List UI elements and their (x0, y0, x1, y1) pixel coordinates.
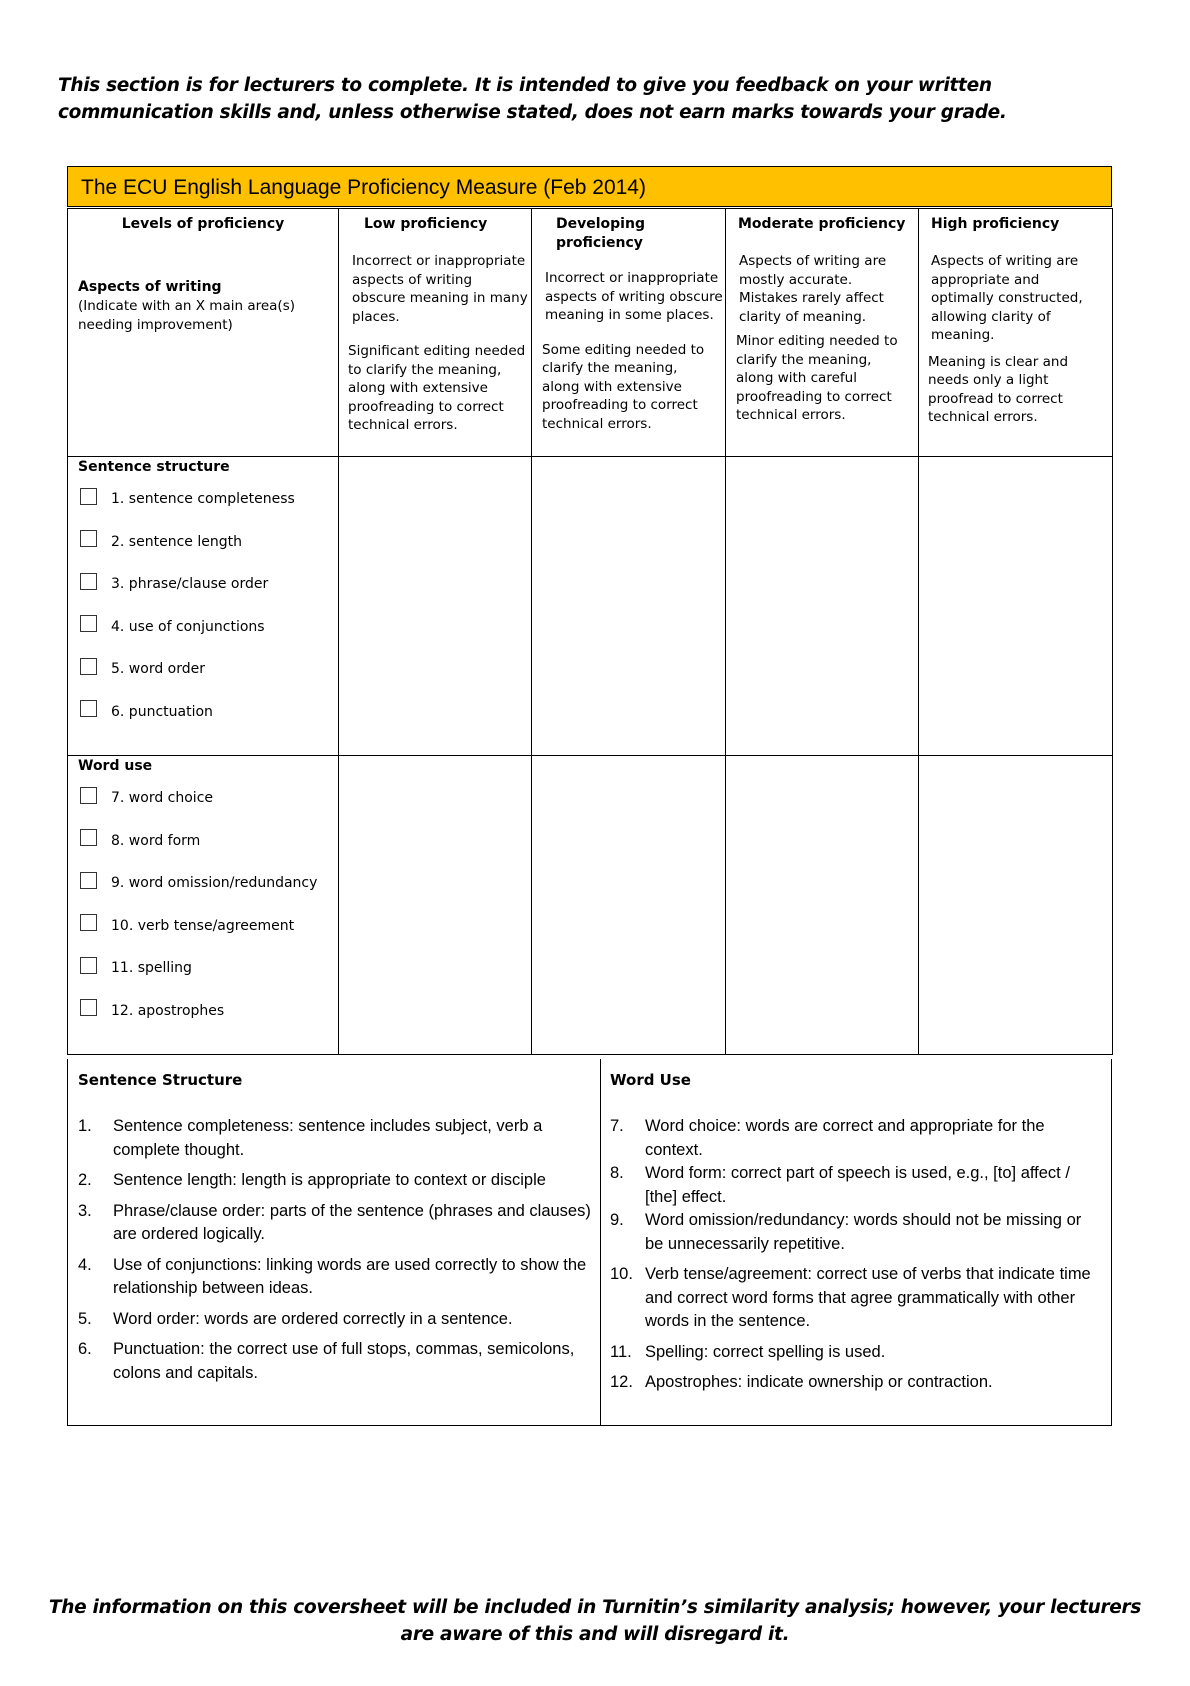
definition-item (600, 1209, 1103, 1256)
definition-item (68, 1200, 592, 1247)
definition-item (68, 1169, 592, 1193)
definition-text: Apostrophes: indicate ownership or contraction. (645, 1373, 993, 1391)
sentence-structure-cell (68, 457, 339, 756)
definition-number: 9. (610, 1211, 624, 1229)
checkbox[interactable] (80, 829, 97, 846)
definition-text: Spelling: correct spelling is used. (645, 1342, 886, 1361)
checkbox[interactable] (80, 914, 97, 931)
checkbox-label: 4. use of conjunctions (111, 618, 265, 635)
aspects-note: (Indicate with an X main area(s) needing improvement) (78, 298, 295, 333)
checklist-item[interactable] (80, 560, 338, 603)
checkbox[interactable] (80, 488, 97, 505)
definition-text: Sentence length: length is appropriate to context or disciple (113, 1171, 546, 1189)
definition-number: 7. (610, 1117, 624, 1135)
developing-proficiency-header (532, 209, 726, 457)
checklist-item[interactable] (80, 688, 338, 731)
sentence-structure-definitions (68, 1059, 601, 1425)
checkbox-label: 9. word omission/redundancy (111, 875, 318, 892)
low-proficiency-header (339, 209, 532, 457)
column-description: Incorrect or inappropriate aspects of writing obscure meaning in many places. (352, 253, 528, 325)
checklist-item[interactable] (80, 902, 338, 945)
column-title: Low proficiency (364, 216, 488, 232)
checkbox[interactable] (80, 872, 97, 889)
checkbox-label: 10. verb tense/agreement (111, 917, 295, 934)
definition-number: 3. (78, 1201, 92, 1220)
definition-item (68, 1254, 592, 1301)
checkbox-label: 6. punctuation (111, 703, 213, 720)
rating-cell[interactable] (919, 457, 1113, 756)
definition-number: 6. (78, 1340, 92, 1358)
intro-note: This section is for lecturers to complete. It is intended to give you feedback on your written communication skills and, unless otherwise stated, does not earn marks towards your grade. (58, 75, 1007, 123)
definition-item (600, 1162, 1103, 1209)
levels-label: Levels of proficiency (121, 216, 285, 232)
definition-number: 5. (78, 1309, 92, 1328)
checkbox[interactable] (80, 787, 97, 804)
definition-number: 1. (78, 1117, 92, 1135)
column-description: Meaning is clear and needs only a light proofread to correct technical errors. (928, 353, 1069, 425)
definition-number: 8. (610, 1164, 624, 1182)
checklist-item[interactable] (80, 475, 338, 518)
definition-text: Word form: correct part of speech is used, e.g., [to] affect / [the] effect. (645, 1164, 1070, 1206)
word-use-cell (68, 756, 339, 1055)
rating-cell[interactable] (726, 756, 919, 1055)
definition-number: 10. (610, 1265, 633, 1283)
rating-cell[interactable] (532, 756, 726, 1055)
column-title: Moderate proficiency (738, 216, 906, 232)
rating-cell[interactable] (339, 756, 532, 1055)
column-description: Incorrect or inappropriate aspects of writing obscure meaning in some places. (545, 270, 723, 323)
definition-text: Word omission/redundancy: words should not be missing or be unnecessarily repetitive. (645, 1211, 1082, 1253)
checkbox[interactable] (80, 573, 97, 590)
definition-text: Verb tense/agreement: correct use of verbs that indicate time and correct word forms that agree grammatically with other words in the sentence. (645, 1265, 1091, 1330)
checklist-item[interactable] (80, 518, 338, 561)
aspects-header-cell (68, 209, 339, 457)
definitions-left-title: Sentence Structure (78, 1071, 243, 1089)
checkbox-label: 2. sentence length (111, 533, 242, 550)
definition-item (600, 1263, 1103, 1334)
checklist-item[interactable] (80, 603, 338, 646)
moderate-proficiency-header (726, 209, 919, 457)
checkbox-label: 11. spelling (111, 960, 192, 977)
checklist-item[interactable] (80, 987, 338, 1030)
checkbox-label: 3. phrase/clause order (111, 576, 269, 593)
column-title: High proficiency (931, 216, 1060, 232)
checkbox[interactable] (80, 658, 97, 675)
checkbox[interactable] (80, 700, 97, 717)
checklist-item[interactable] (80, 645, 338, 688)
definition-text: Word order: words are ordered correctly in a sentence. (113, 1309, 513, 1328)
table-title: The ECU English Language Proficiency Measure (Feb 2014) (67, 166, 1112, 207)
checkbox[interactable] (80, 530, 97, 547)
definition-item (600, 1341, 1103, 1365)
definitions-section (67, 1059, 1112, 1426)
definition-item (68, 1308, 592, 1332)
proficiency-measure-table (67, 166, 1112, 1426)
aspects-label: Aspects of writing (78, 279, 222, 295)
column-description: Some editing needed to clarify the meaning, along with extensive proofreading to correct technical errors. (542, 341, 705, 432)
rating-cell[interactable] (339, 457, 532, 756)
checklist-item[interactable] (80, 859, 338, 902)
high-proficiency-header (919, 209, 1113, 457)
checklist-item[interactable] (80, 817, 338, 860)
word-use-definitions (600, 1059, 1111, 1425)
checkbox-label: 5. word order (111, 661, 206, 678)
definition-text: Phrase/clause order: parts of the sentence (phrases and clauses) are ordered logically. (113, 1201, 591, 1243)
footer-note: The information on this coversheet will be included in Turnitin’s similarity analysis; however, your lecturers are aware of this and will disregard it. (48, 1597, 1142, 1645)
column-title: Developing proficiency (556, 216, 645, 251)
definition-item (68, 1338, 592, 1385)
checkbox-label: 8. word form (111, 832, 201, 849)
checkbox[interactable] (80, 999, 97, 1016)
rating-cell[interactable] (532, 457, 726, 756)
checkbox-label: 7. word choice (111, 790, 214, 807)
rating-cell[interactable] (726, 457, 919, 756)
sentence-structure-title: Sentence structure (78, 459, 230, 475)
checkbox[interactable] (80, 615, 97, 632)
definition-number: 11. (610, 1342, 632, 1361)
definition-text: Use of conjunctions: linking words are used correctly to show the relationship between ideas. (113, 1255, 587, 1297)
checklist-item[interactable] (80, 944, 338, 987)
definition-text: Punctuation: the correct use of full stops, commas, semicolons, colons and capitals. (113, 1340, 575, 1382)
definition-number: 12. (610, 1373, 633, 1391)
definition-text: Word choice: words are correct and appropriate for the context. (645, 1117, 1045, 1159)
definition-item (68, 1115, 592, 1162)
column-description: Aspects of writing are mostly accurate. Mistakes rarely affect clarity of meaning. (739, 253, 887, 325)
definition-number: 4. (78, 1255, 92, 1274)
word-use-title: Word use (78, 758, 153, 774)
rating-cell[interactable] (919, 756, 1113, 1055)
column-description: Minor editing needed to clarify the meaning, along with careful proofreading to correct technical errors. (736, 333, 898, 423)
definitions-right-title: Word Use (610, 1071, 691, 1089)
proficiency-grid (67, 208, 1113, 1055)
checkbox-label: 12. apostrophes (111, 1002, 225, 1019)
definition-item (600, 1371, 1103, 1395)
column-description: Aspects of writing are appropriate and optimally constructed, allowing clarity of meaning. (931, 253, 1083, 343)
checklist-item[interactable] (80, 774, 338, 817)
definition-text: Sentence completeness: sentence includes subject, verb a complete thought. (113, 1117, 543, 1159)
checkbox[interactable] (80, 957, 97, 974)
definition-item (600, 1115, 1103, 1162)
checkbox-label: 1. sentence completeness (111, 491, 295, 508)
definition-number: 2. (78, 1171, 92, 1189)
column-description: Significant editing needed to clarify the meaning, along with extensive proofreading to correct technical errors. (348, 343, 526, 433)
